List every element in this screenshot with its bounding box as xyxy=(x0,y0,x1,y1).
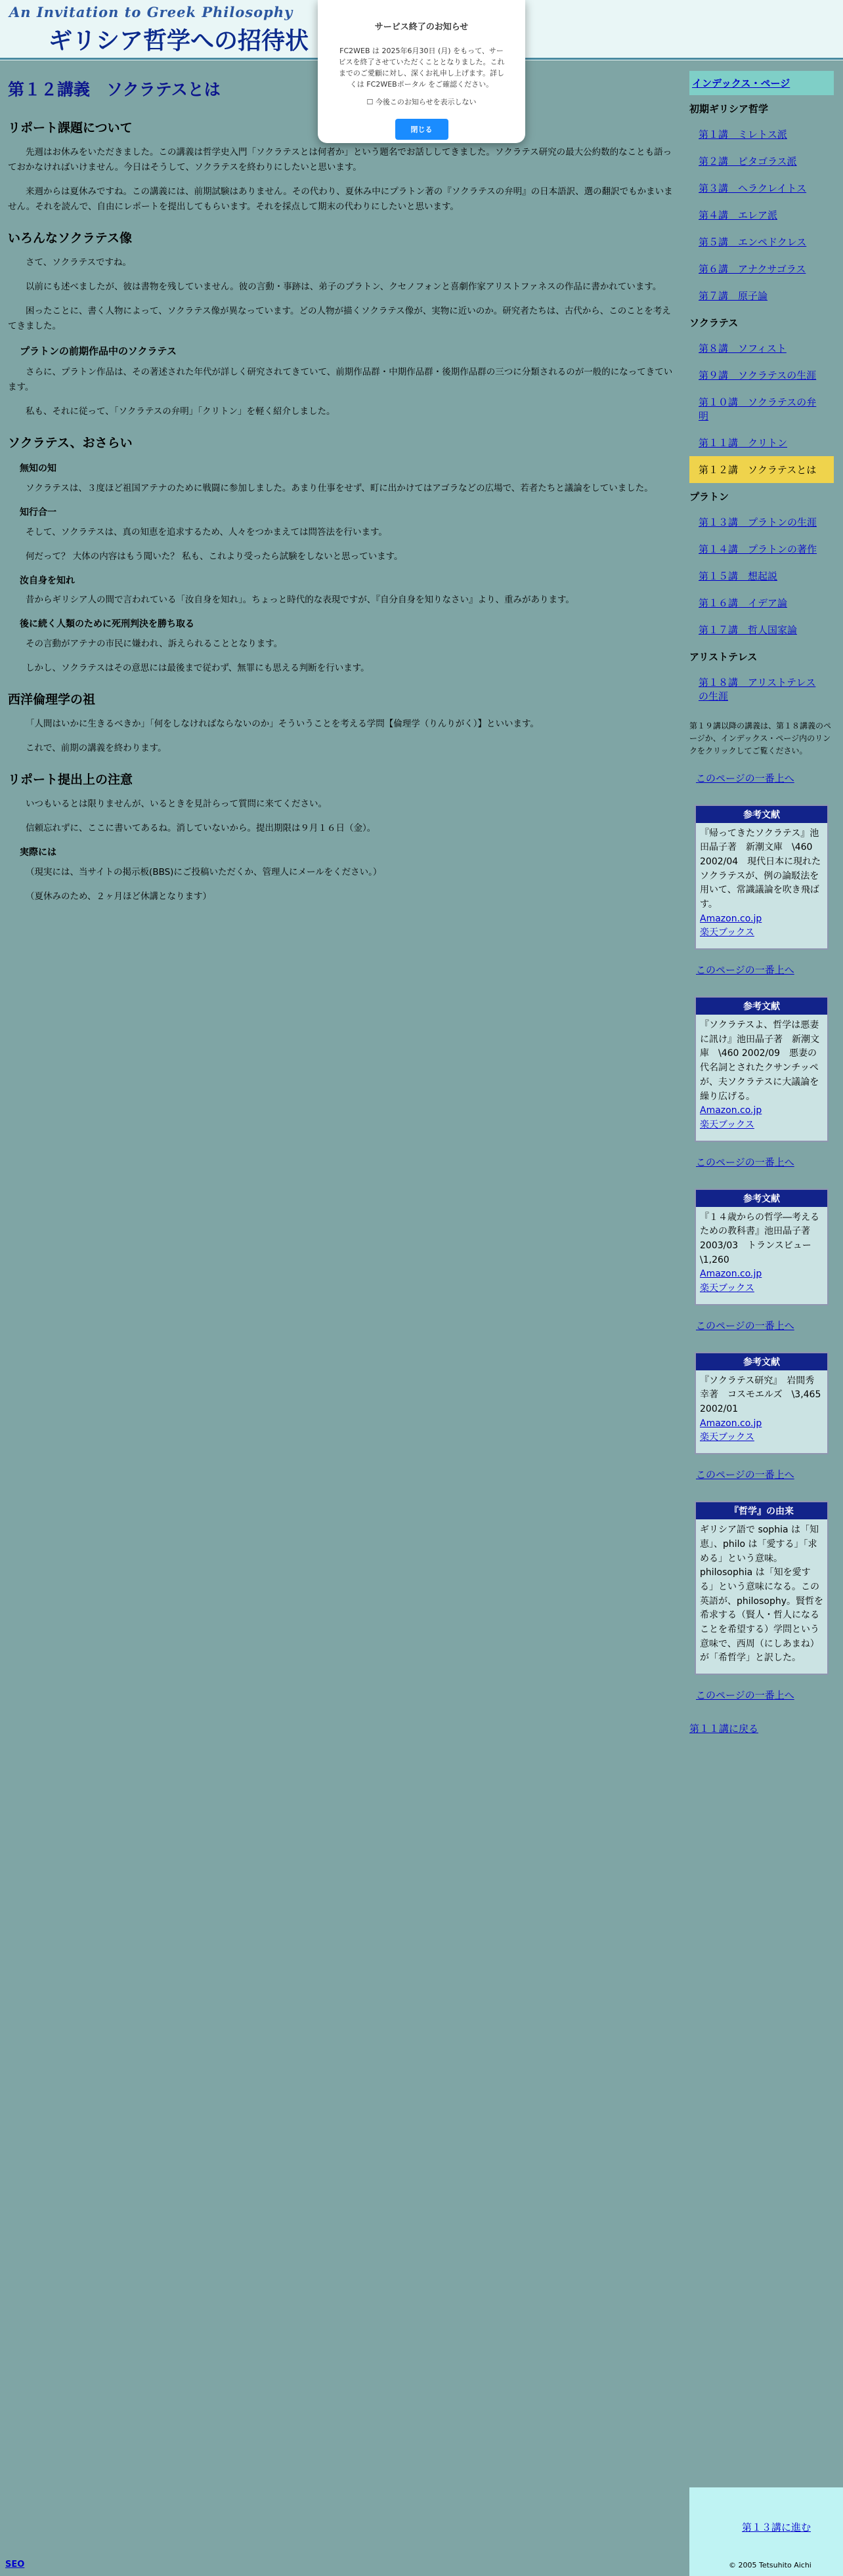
reference-text: ギリシア語で sophia は「知恵」、philo は「愛する」「求める」という意味。philosophia は「知を愛する」という意味になる。この英語が、philosophy。賢哲を希求する（賢人・哲人になることを希望する）学問という意味で、西周（にしあまね）が「希哲学」と訳した。 xyxy=(700,1525,824,1664)
reference-box xyxy=(695,805,829,950)
section-heading: 知行合一 xyxy=(20,507,56,518)
rakuten-link[interactable]: 楽天ブックス xyxy=(700,927,754,939)
paragraph: 以前にも述べましたが、彼は書物を残していません。彼の言動・事跡は、弟子のプラトン、クセノフォンと喜劇作家アリストファネスの作品に書かれています。 xyxy=(26,281,662,292)
back-to-top-link[interactable]: このページの一番上へ xyxy=(696,772,794,784)
dont-show-checkbox-row[interactable] xyxy=(318,96,525,107)
rakuten-link[interactable]: 楽天ブックス xyxy=(700,1283,754,1294)
paragraph: いつもいるとは限りませんが、いるときを見計らって質問に来てください。 xyxy=(26,799,327,810)
amazon-link[interactable]: Amazon.co.jp xyxy=(700,1269,762,1280)
paragraph: さて、ソクラテスですね。 xyxy=(26,257,132,268)
sidebar-lecture-link[interactable]: 第８講 ソフィスト xyxy=(699,343,787,354)
sidebar-lecture-link[interactable]: 第１講 ミレトス派 xyxy=(699,129,787,140)
reference-box-header: 参考文献 xyxy=(696,998,827,1015)
sidebar-lecture-link[interactable]: 第５講 エンペドクレス xyxy=(699,236,807,248)
rakuten-link[interactable]: 楽天ブックス xyxy=(700,1119,754,1130)
paragraph: 困ったことに、書く人物によって、ソクラテス像が異なっています。どの人物が描くソクラテス像が、実物に近いのか。研究者たちは、古代から、このことを考えてきました。 xyxy=(8,305,671,331)
section-heading: 後に続く人類のために死刑判決を勝ち取る xyxy=(20,619,194,630)
sidebar-item xyxy=(689,282,834,309)
sidebar-item xyxy=(689,201,834,228)
paragraph: そして、ソクラテスは、真の知恵を追求するため、人々をつかまえては問答法を行います。 xyxy=(26,526,387,538)
section-heading: 汝自身を知れ xyxy=(20,575,75,586)
paragraph: これで、前期の講義を終わります。 xyxy=(26,743,167,754)
sidebar-item xyxy=(689,616,834,643)
section-heading: リポート課題について xyxy=(8,120,133,135)
sidebar-item xyxy=(689,148,834,175)
sidebar-item xyxy=(689,389,834,429)
sidebar-item xyxy=(689,362,834,389)
service-end-modal xyxy=(318,0,525,143)
checkbox-label: 今後このお知らせを表示しない xyxy=(375,98,477,107)
sidebar-lecture-link[interactable]: 第４講 エレア派 xyxy=(699,209,778,221)
english-title: An Invitation to Greek Philosophy xyxy=(9,4,293,20)
sidebar-item xyxy=(689,429,834,456)
sidebar-lecture-link: 第１２講 ソクラテスとは xyxy=(699,464,817,476)
reference-box-body xyxy=(696,823,827,945)
modal-title: サービス終了のお知らせ xyxy=(374,22,469,32)
sidebar-lecture-link[interactable]: 第１３講 プラトンの生涯 xyxy=(699,517,817,528)
next-lecture-link[interactable]: 第１３講に進む xyxy=(742,2522,811,2533)
sidebar-category: プラトン xyxy=(689,491,729,503)
close-button[interactable]: 閉じる xyxy=(395,119,448,140)
footer-bar xyxy=(689,2487,843,2576)
sidebar-category: 初期ギリシア哲学 xyxy=(689,103,769,115)
reference-box-header: 参考文献 xyxy=(696,1353,827,1370)
sidebar-lecture-link[interactable]: 第３講 ヘラクレイトス xyxy=(699,182,807,194)
paragraph: さらに、プラトン作品は、その著述された年代が詳しく研究されてきていて、前期作品群・中期作品群・後期作品群の三つに分類されるのが一般的になってきています。 xyxy=(8,367,673,393)
paragraph: （現実には、当サイトの掲示板(BBS)にご投稿いただくか、管理人にメールをください。） xyxy=(26,867,382,878)
back-to-top-link[interactable]: このページの一番上へ xyxy=(696,1156,794,1168)
back-to-top-link[interactable]: このページの一番上へ xyxy=(696,1469,794,1481)
paragraph: 「人間はいかに生きるべきか」「何をしなければならないのか」そういうことを考える学問【倫理学（りんりがく）】といいます。 xyxy=(26,719,539,730)
paragraph: その言動がアテナの市民に嫌われ、訴えられることとなります。 xyxy=(26,639,283,650)
reference-box-body xyxy=(696,1207,827,1300)
main-content xyxy=(0,63,683,1783)
sidebar-category: ソクラテス xyxy=(689,317,739,329)
sidebar-lecture-link[interactable]: 第１７講 哲人国家論 xyxy=(699,624,798,636)
paragraph: ソクラテスは、３度ほど祖国アテナのために戦闘に参加しました。あまり仕事をせず、町に出かけてはアゴラなどの広場で、若者たちと議論をしていました。 xyxy=(26,483,653,494)
sidebar-lecture-link[interactable]: 第１４講 プラトンの著作 xyxy=(699,543,817,555)
paragraph: 何だって？ 大体の内容はもう聞いた？ 私も、これより受ったら試験をしないと思っています。 xyxy=(26,551,403,562)
sidebar-item xyxy=(689,228,834,255)
sidebar-item xyxy=(689,562,834,589)
japanese-title: ギリシア哲学への招待状 xyxy=(49,28,309,54)
sidebar-lecture-link[interactable]: 第１８講 アリストテレスの生涯 xyxy=(699,677,816,702)
reference-box-header: 参考文献 xyxy=(696,806,827,823)
paragraph: （夏休みのため、２ヶ月ほど休講となります） xyxy=(26,891,211,902)
sidebar-note: 第１９講以降の講義は、第１８講義のページか、インデックス・ページ内のリンクをクリックしてご覧ください。 xyxy=(689,721,832,756)
reference-text: 『帰ってきたソクラテス』池田晶子著 新潮文庫 \460 2002/04 現代日本に現れたソクラテスが、例の論駁法を用いて、常識議論を吹き飛ばす。 xyxy=(700,828,821,910)
sidebar-item xyxy=(689,669,834,709)
sidebar-item xyxy=(689,121,834,148)
reference-box xyxy=(695,1189,829,1305)
reference-box-header: 『哲学』の由来 xyxy=(696,1502,827,1519)
back-to-top-link[interactable]: このページの一番上へ xyxy=(696,1689,794,1701)
reference-text: 『ソクラテス研究』 岩間秀幸著 コスモエルズ \3,465 2002/01 xyxy=(700,1375,821,1415)
checkbox[interactable]: ☐ xyxy=(366,98,374,107)
section-heading: 無知の知 xyxy=(20,463,56,475)
sidebar-lecture-link[interactable]: 第１６講 イデア論 xyxy=(699,597,788,609)
modal-message: FC2WEB は 2025年6月30日 (月) をもって、サービスを終了させていただくこととなりました。これまでのご愛顧に対し、深くお礼申し上げます。詳しくは FC2WEBポータル をご確認ください。 xyxy=(338,47,505,89)
paragraph: しかし、ソクラテスはその意思には最後まで従わず、無罪にも思える判断を行います。 xyxy=(26,663,370,674)
copyright: © 2005 Tetsuhito Aichi xyxy=(729,2561,811,2569)
reference-box-body xyxy=(696,1519,827,1670)
sidebar-lecture-link[interactable]: 第１０講 ソクラテスの弁明 xyxy=(699,396,817,422)
amazon-link[interactable]: Amazon.co.jp xyxy=(700,913,762,924)
reference-box xyxy=(695,1501,829,1675)
prev-lecture-link[interactable]: 第１１講に戻る xyxy=(689,1723,759,1735)
sidebar xyxy=(689,71,834,1735)
sidebar-item xyxy=(689,589,834,616)
sidebar-lecture-link[interactable]: 第９講 ソクラテスの生涯 xyxy=(699,370,817,381)
reference-box-header: 参考文献 xyxy=(696,1190,827,1207)
paragraph: 昔からギリシア人の間で言われている「汝自身を知れ」。ちょっと時代的な表現ですが、『自分自身を知りなさい』より、重みがあります。 xyxy=(26,595,574,606)
reference-box-body xyxy=(696,1015,827,1137)
sidebar-item xyxy=(689,175,834,201)
section-heading: 実際には xyxy=(20,847,56,858)
rakuten-link[interactable]: 楽天ブックス xyxy=(700,1432,754,1443)
sidebar-lecture-link[interactable]: 第１５講 想起説 xyxy=(699,570,778,582)
sidebar-lecture-link[interactable]: 第１１講 クリトン xyxy=(699,437,788,449)
sidebar-category: アリストテレス xyxy=(689,651,758,663)
seo-link[interactable]: SEO xyxy=(5,2560,25,2569)
paragraph: 来週からは夏休みですね。この講義には、前期試験はありません。その代わり、夏休み中にプラトン著の『ソクラテスの弁明』の日本語訳、選の翻訳でもかまいません。それを読んで、自由にレポートを提出してもらいます。それを採点して期末の代わりにしたいと思います。 xyxy=(8,186,673,212)
reference-text: 『ソクラテスよ、哲学は悪妻に訊け』池田晶子著 新潮文庫 \460 2002/09 悪妻の代名詞とされたクサンチッペが、夫ソクラテスに大議論を繰り広げる。 xyxy=(700,1020,819,1102)
back-to-top-link[interactable]: このページの一番上へ xyxy=(696,1319,794,1332)
sidebar-lecture-link[interactable]: 第６講 アナクサゴラス xyxy=(699,263,806,275)
section-heading: プラトンの前期作品中のソクラテス xyxy=(20,345,177,357)
paragraph: 信頼忘れずに、ここに書いてあるね。消していないから。提出期限は９月１６日（金）。 xyxy=(26,823,376,834)
sidebar-lecture-link[interactable]: 第７講 原子論 xyxy=(699,290,768,302)
sidebar-item xyxy=(689,335,834,362)
index-page-link[interactable]: インデックス・ページ xyxy=(689,71,834,95)
section-heading: いろんなソクラテス像 xyxy=(8,230,133,245)
paragraph: 私も、それに従って、「ソクラテスの弁明」「クリトン」を軽く紹介しました。 xyxy=(26,406,335,417)
section-heading: 西洋倫理学の祖 xyxy=(8,692,96,707)
page-title: 第１２講義 ソクラテスとは xyxy=(8,80,221,99)
reference-text: 『１４歳からの哲学―考えるための教科書』池田晶子著 2003/03 トランスビュー \1,260 xyxy=(700,1212,819,1265)
paragraph: 先週はお休みをいただきました。この講義は哲学史入門「ソクラテスとは何者か」という題名でお話ししてきました。ソクラテス研究の最大公約数的なことも語っておかなければいけません。今日はそうして、ソクラテスを終わりにしたいと思います。 xyxy=(8,146,672,173)
reference-box-body xyxy=(696,1370,827,1449)
amazon-link[interactable]: Amazon.co.jp xyxy=(700,1105,762,1116)
sidebar-lecture-link[interactable]: 第２講 ピタゴラス派 xyxy=(699,156,797,167)
sidebar-item xyxy=(689,456,834,483)
reference-box xyxy=(695,996,829,1142)
reference-box xyxy=(695,1352,829,1454)
sidebar-item xyxy=(689,255,834,282)
amazon-link[interactable]: Amazon.co.jp xyxy=(700,1418,762,1429)
back-to-top-link[interactable]: このページの一番上へ xyxy=(696,964,794,977)
sidebar-item xyxy=(689,509,834,536)
sidebar-item xyxy=(689,536,834,562)
section-heading: ソクラテス、おさらい xyxy=(8,435,133,450)
section-heading: リポート提出上の注意 xyxy=(8,772,133,788)
